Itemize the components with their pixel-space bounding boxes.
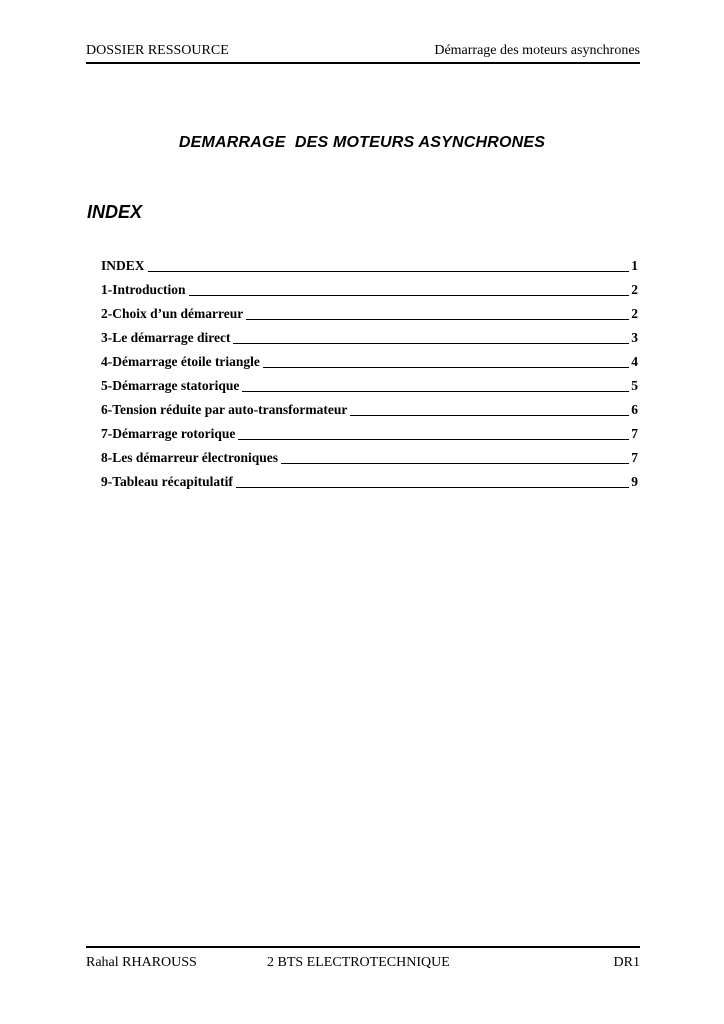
table-of-contents [101, 250, 638, 490]
toc-leader-line [236, 486, 629, 488]
toc-leader-line [242, 390, 629, 392]
toc-entry-page: 6 [631, 402, 638, 417]
header-left-text: DOSSIER RESSOURCE [86, 43, 229, 58]
toc-entry[interactable] [101, 466, 638, 490]
toc-entry[interactable] [101, 418, 638, 442]
toc-entry[interactable] [101, 442, 638, 466]
toc-entry-page: 2 [631, 306, 638, 321]
toc-entry-label: 9-Tableau récapitulatif [101, 474, 233, 489]
footer-class: 2 BTS ELECTROTECHNIQUE [267, 955, 450, 970]
toc-leader-line [233, 342, 629, 344]
toc-entry-label: 3-Le démarrage direct [101, 330, 231, 345]
page-header [86, 42, 640, 64]
toc-entry-label: INDEX [101, 258, 145, 273]
toc-entry-page: 9 [631, 474, 638, 489]
toc-entry-label: 5-Démarrage statorique [101, 378, 240, 393]
toc-entry-label: 6-Tension réduite par auto-transformateur [101, 402, 348, 417]
toc-entry-label: 4-Démarrage étoile triangle [101, 354, 260, 369]
toc-entry[interactable] [101, 298, 638, 322]
page-footer [86, 946, 640, 972]
toc-leader-line [148, 270, 630, 272]
toc-leader-line [281, 462, 629, 464]
toc-entry-page: 7 [631, 450, 638, 465]
toc-entry-page: 4 [631, 354, 638, 369]
footer-document-ref: DR1 [613, 955, 640, 970]
toc-entry[interactable] [101, 274, 638, 298]
toc-leader-line [350, 414, 629, 416]
toc-leader-line [238, 438, 629, 440]
toc-entry[interactable] [101, 322, 638, 346]
toc-entry[interactable] [101, 370, 638, 394]
footer-author: Rahal RHAROUSS [86, 955, 197, 970]
toc-entry-page: 1 [631, 258, 638, 273]
toc-entry[interactable] [101, 346, 638, 370]
document-title: DEMARRAGE DES MOTEURS ASYNCHRONES [178, 134, 546, 151]
toc-leader-line [263, 366, 629, 368]
toc-entry-page: 5 [631, 378, 638, 393]
toc-entry-page: 3 [631, 330, 638, 345]
toc-entry-label: 7-Démarrage rotorique [101, 426, 236, 441]
toc-leader-line [246, 318, 629, 320]
toc-leader-line [189, 294, 630, 296]
toc-entry-label: 2-Choix d’un démarreur [101, 306, 244, 321]
header-right-text: Démarrage des moteurs asynchrones [434, 43, 640, 58]
toc-entry-page: 7 [631, 426, 638, 441]
toc-entry-label: 1-Introduction [101, 282, 186, 297]
toc-entry[interactable] [101, 250, 638, 274]
toc-entry[interactable] [101, 394, 638, 418]
toc-entry-label: 8-Les démarreur électroniques [101, 450, 278, 465]
toc-entry-page: 2 [631, 282, 638, 297]
index-heading: INDEX [87, 202, 143, 222]
